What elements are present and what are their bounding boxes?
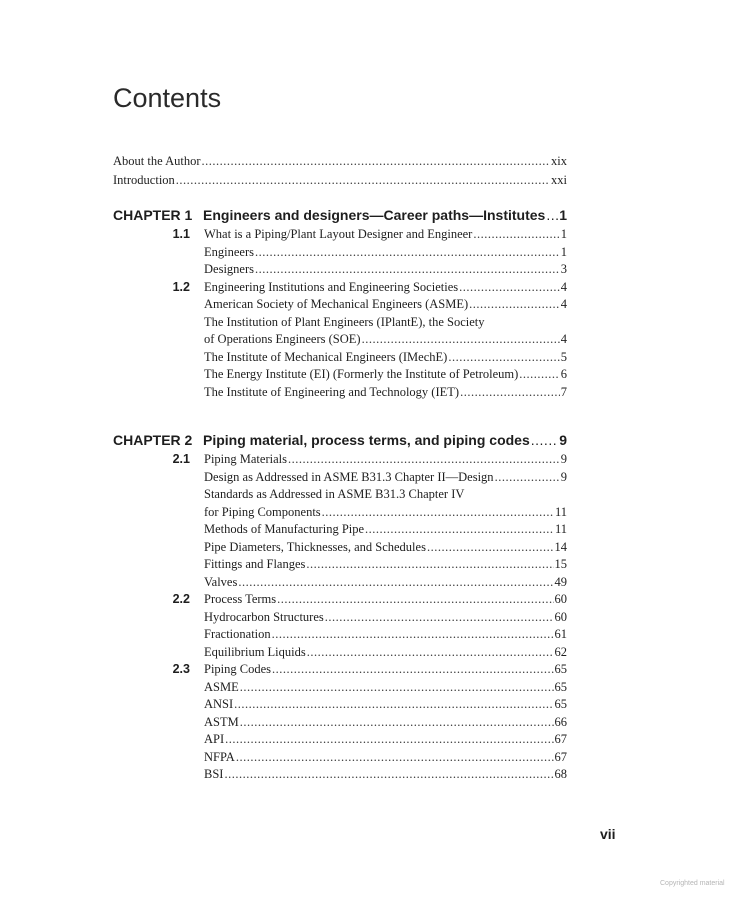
toc-entry[interactable] (204, 591, 567, 608)
toc-entry[interactable] (204, 244, 567, 261)
toc-entry[interactable] (204, 766, 567, 783)
section-number: 1.2 (172, 279, 190, 294)
entry-title: Design as Addressed in ASME B31.3 Chapter II—Design (204, 469, 494, 484)
dot-leader (307, 644, 554, 661)
page-title: Contents (113, 83, 222, 113)
entry-title: Piping Materials (204, 452, 287, 466)
entry-title: of Operations Engineers (SOE) (204, 332, 361, 346)
section-number: 2.3 (172, 662, 190, 676)
dot-leader (277, 591, 553, 608)
entry-title: Process Terms (204, 592, 277, 606)
entry-page: 9 (560, 452, 567, 466)
toc-entry[interactable] (204, 696, 567, 713)
entry-title: ASME (204, 679, 239, 694)
page-number: vii (600, 826, 616, 842)
toc-entry[interactable] (204, 574, 567, 591)
dot-leader (495, 469, 560, 486)
dot-leader (240, 679, 554, 696)
dot-leader (427, 539, 554, 556)
entry-page: 4 (560, 332, 567, 346)
toc-entry[interactable] (204, 261, 567, 278)
dot-leader (322, 504, 554, 521)
dot-leader (531, 430, 558, 450)
dot-leader (469, 296, 560, 313)
entry-title: Introduction (113, 172, 175, 187)
entry-page: xxi (551, 172, 567, 187)
entry-page: xix (551, 154, 567, 168)
entry-title: Designers (204, 262, 254, 276)
entry-page: 1 (560, 244, 567, 259)
entry-page: 65 (554, 697, 567, 711)
dot-leader (224, 766, 553, 783)
dot-leader (240, 714, 554, 731)
front-matter-entry[interactable] (113, 153, 567, 170)
entry-page: 65 (554, 662, 567, 676)
entry-page: 60 (554, 609, 567, 624)
entry-title: Engineers (204, 244, 254, 259)
dot-leader (362, 331, 560, 348)
entry-page: 4 (560, 279, 567, 294)
dot-leader (325, 609, 554, 626)
toc-entry[interactable] (204, 226, 567, 243)
entry-page: 65 (554, 679, 567, 694)
dot-leader (546, 205, 558, 225)
entry-page: 6 (560, 367, 567, 381)
dot-leader (288, 451, 560, 468)
entry-page: 9 (560, 469, 567, 484)
toc-entry[interactable] (204, 349, 567, 366)
toc-entry[interactable] (204, 279, 567, 296)
entry-title: Pipe Diameters, Thicknesses, and Schedules (204, 539, 426, 554)
chapter-page: 9 (559, 432, 567, 448)
dot-leader (459, 279, 560, 296)
toc-entry[interactable] (204, 626, 567, 643)
entry-page: 66 (554, 714, 567, 729)
chapter-label: CHAPTER 2 (113, 432, 193, 448)
chapter-page: 1 (559, 207, 567, 223)
dot-leader (202, 153, 551, 170)
toc-entry[interactable] (204, 451, 567, 468)
section-number: 1.1 (172, 227, 190, 241)
dot-leader (255, 261, 560, 278)
entry-title: Fittings and Flanges (204, 557, 306, 571)
entry-page: 11 (554, 504, 567, 519)
entry-title: ANSI (204, 697, 234, 711)
front-matter-entry[interactable] (113, 172, 567, 189)
dot-leader (272, 626, 554, 643)
entry-title: Fractionation (204, 627, 271, 641)
entry-page: 14 (554, 539, 567, 554)
entry-title: What is a Piping/Plant Layout Designer and Engineer (204, 227, 473, 241)
dot-leader (473, 226, 559, 243)
entry-title: The Institute of Engineering and Technology (IET) (204, 384, 460, 399)
toc-entry[interactable] (204, 521, 567, 538)
copyright-watermark: Copyrighted material (660, 880, 725, 887)
dot-leader (225, 731, 553, 748)
entry-page: 67 (554, 732, 567, 746)
toc-entry[interactable] (204, 609, 567, 626)
entry-page: 5 (560, 349, 567, 364)
toc-entry[interactable] (204, 486, 567, 503)
entry-page: 7 (560, 384, 567, 399)
entry-page: 49 (554, 574, 567, 589)
chapter-label: CHAPTER 1 (113, 207, 193, 223)
dot-leader (236, 749, 554, 766)
entry-title: Hydrocarbon Structures (204, 609, 324, 624)
dot-leader (519, 366, 559, 383)
chapter-title: Piping material, process terms, and piping codes (203, 432, 530, 448)
entry-page: 3 (560, 262, 567, 276)
entry-title: The Institute of Mechanical Engineers (IMechE) (204, 349, 448, 364)
entry-page: 11 (554, 522, 567, 536)
entry-title: API (204, 732, 225, 746)
toc-entry[interactable] (204, 644, 567, 661)
toc-entry[interactable] (204, 366, 567, 383)
dot-leader (255, 244, 560, 261)
chapter-entry[interactable] (113, 430, 567, 450)
toc-entry[interactable] (204, 504, 567, 521)
toc-entry[interactable] (204, 731, 567, 748)
toc-entry[interactable] (204, 539, 567, 556)
dot-leader (238, 574, 553, 591)
toc-entry[interactable] (204, 469, 567, 486)
entry-title: Engineering Institutions and Engineering Societies (204, 279, 459, 294)
section-number: 2.1 (172, 452, 190, 466)
toc-entry[interactable] (204, 384, 567, 401)
entry-title: Piping Codes (204, 662, 272, 676)
dot-leader (234, 696, 553, 713)
entry-title: ASTM (204, 714, 239, 729)
chapter-title: Engineers and designers—Career paths—Institutes (203, 207, 546, 223)
entry-title: for Piping Components (204, 504, 321, 519)
entry-page: 67 (554, 749, 567, 764)
entry-title: Methods of Manufacturing Pipe (204, 522, 365, 536)
toc-entry[interactable] (204, 749, 567, 766)
dot-leader (448, 349, 559, 366)
toc-entry[interactable] (204, 331, 567, 348)
entry-page: 61 (554, 627, 567, 641)
toc-entry[interactable] (204, 556, 567, 573)
dot-leader (272, 661, 553, 678)
chapter-entry[interactable] (113, 205, 567, 225)
toc-entry[interactable] (204, 296, 567, 313)
entry-page: 1 (560, 227, 567, 241)
entry-title: The Institution of Plant Engineers (IPlantE), the Society (204, 314, 485, 329)
toc-entry[interactable] (204, 714, 567, 731)
section-number: 2.2 (172, 592, 190, 606)
entry-title: BSI (204, 767, 224, 781)
toc-entry[interactable] (204, 314, 567, 331)
dot-leader (176, 172, 550, 189)
entry-page: 60 (554, 592, 567, 606)
dot-leader (460, 384, 560, 401)
entry-title: NFPA (204, 749, 235, 764)
entry-title: Standards as Addressed in ASME B31.3 Chapter IV (204, 487, 465, 501)
entry-page: 4 (560, 297, 567, 311)
toc-entry[interactable] (204, 661, 567, 678)
entry-title: The Energy Institute (EI) (Formerly the Institute of Petroleum) (204, 367, 519, 381)
dot-leader (306, 556, 553, 573)
dot-leader (365, 521, 554, 538)
entry-title: Valves (204, 574, 238, 589)
entry-page: 68 (554, 767, 567, 781)
toc-entry[interactable] (204, 679, 567, 696)
entry-title: American Society of Mechanical Engineers (ASME) (204, 297, 469, 311)
entry-page: 15 (554, 557, 567, 571)
entry-page: 62 (554, 644, 567, 659)
entry-title: About the Author (113, 154, 201, 168)
entry-title: Equilibrium Liquids (204, 644, 306, 659)
